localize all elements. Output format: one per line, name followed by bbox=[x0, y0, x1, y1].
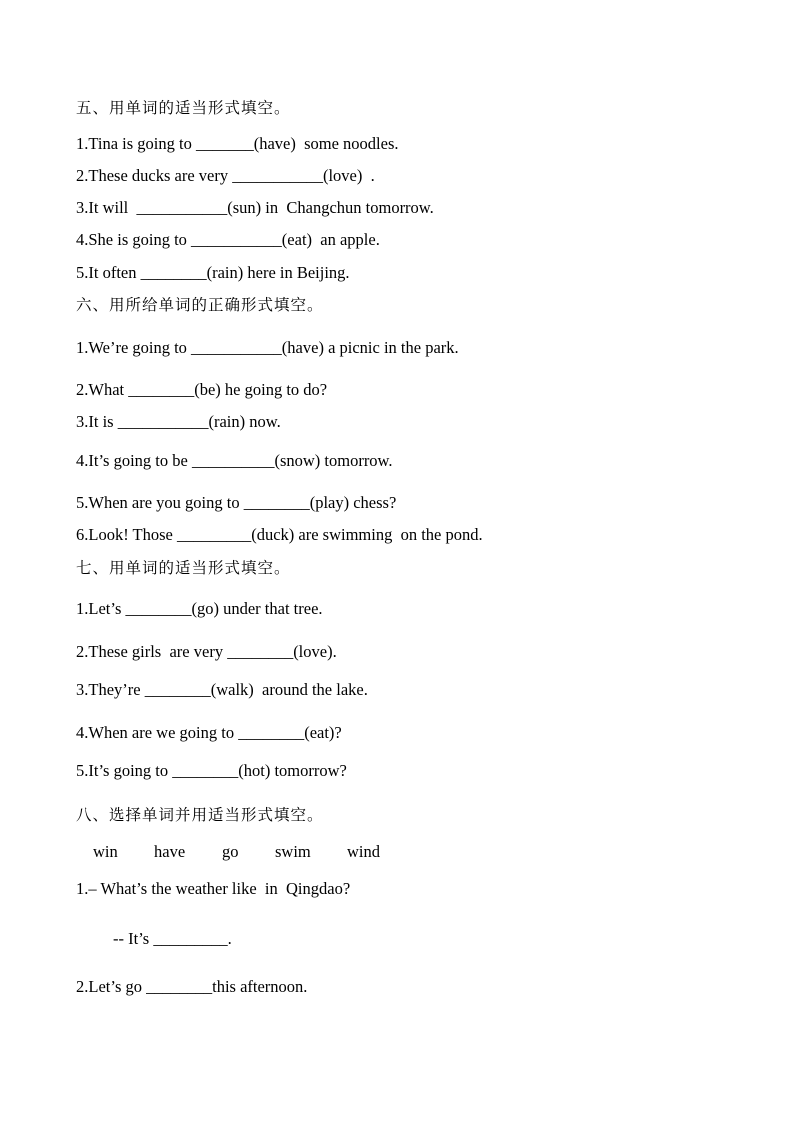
exercise-answer-line: -- It’s _________. bbox=[113, 929, 232, 948]
exercise-item: 1.Let’s ________(go) under that tree. bbox=[76, 599, 323, 618]
exercise-item: 2.These ducks are very ___________(love) . bbox=[76, 166, 375, 185]
exercise-item: 1.Tina is going to _______(have) some noodles. bbox=[76, 134, 399, 153]
exercise-item: 6.Look! Those _________(duck) are swimming on the pond. bbox=[76, 525, 483, 544]
exercise-item: 5.It often ________(rain) here in Beijing. bbox=[76, 263, 350, 282]
exercise-item: 2.What ________(be) he going to do? bbox=[76, 380, 328, 399]
word-bank-item: wind bbox=[347, 842, 380, 861]
exercise-item: 3.It is ___________(rain) now. bbox=[76, 412, 281, 431]
exercise-item: 3.They’re ________(walk) around the lake. bbox=[76, 680, 368, 699]
section-title-8: 八、选择单词并用适当形式填空。 bbox=[76, 806, 324, 824]
exercise-item: 2.Let’s go ________this afternoon. bbox=[76, 977, 308, 996]
word-bank-item: swim bbox=[275, 842, 311, 861]
word-bank-item: go bbox=[222, 842, 239, 861]
word-bank-item: have bbox=[154, 842, 186, 861]
exercise-item: 5.When are you going to ________(play) chess? bbox=[76, 493, 397, 512]
section-title-6: 六、用所给单词的正确形式填空。 bbox=[76, 296, 324, 314]
exercise-item: 4.When are we going to ________(eat)? bbox=[76, 723, 342, 742]
exercise-item: 1.‒ What’s the weather like in Qingdao? bbox=[76, 879, 351, 898]
exercise-item: 3.It will ___________(sun) in Changchun tomorrow. bbox=[76, 198, 434, 217]
section-title-7: 七、用单词的适当形式填空。 bbox=[76, 559, 291, 577]
exercise-item: 4.She is going to ___________(eat) an apple. bbox=[76, 230, 380, 249]
exercise-item: 5.It’s going to ________(hot) tomorrow? bbox=[76, 761, 347, 780]
word-bank-item: win bbox=[93, 842, 118, 861]
section-title-5: 五、用单词的适当形式填空。 bbox=[76, 99, 291, 117]
exercise-item: 2.These girls are very ________(love). bbox=[76, 642, 337, 661]
exercise-item: 1.We’re going to ___________(have) a picnic in the park. bbox=[76, 338, 459, 357]
exercise-item: 4.It’s going to be __________(snow) tomorrow. bbox=[76, 451, 393, 470]
